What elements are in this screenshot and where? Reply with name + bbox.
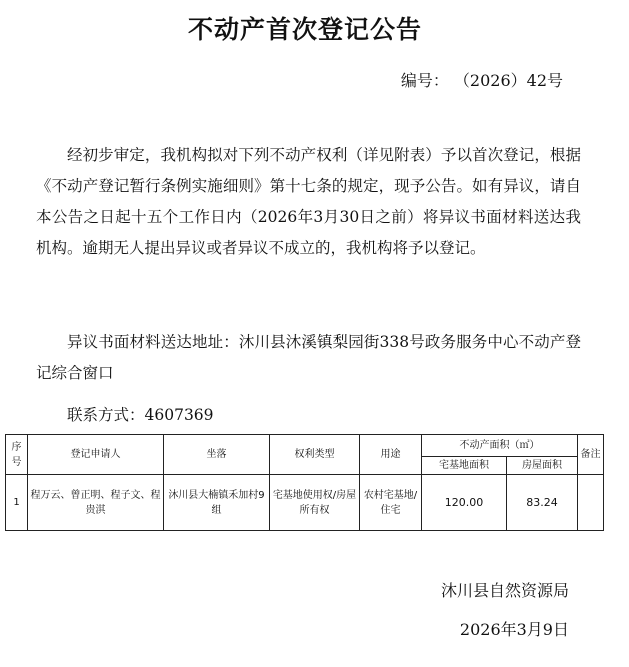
- cell-building-area: 83.24: [507, 475, 578, 531]
- cell-use: 农村宅基地/住宅: [360, 475, 422, 531]
- header-use: 用途: [360, 435, 422, 475]
- document-number: 编号： （2026）42号: [400, 71, 563, 90]
- cell-applicant: 程万云、曾正明、程子文、程贵淇: [28, 475, 164, 531]
- cell-location: 沐川县大楠镇禾加村9组: [164, 475, 270, 531]
- cell-remarks: [578, 475, 604, 531]
- header-land-area: 宅基地面积: [422, 457, 507, 475]
- notice-title: 不动产首次登记公告: [187, 15, 422, 44]
- header-location: 坐落: [164, 435, 270, 475]
- header-area-group: 不动产面积（㎡）: [422, 435, 578, 457]
- header-remarks: 备注: [578, 435, 604, 475]
- notice-paragraph-main: 经初步审定，我机构拟对下列不动产权利（详见附表）予以首次登记，根据《不动产登记暂行条例实施细则》第十七条的规定，现予公告。如有异议，请自本公告之日起十五个工作日内（2026年3月30日之前）将异议书面材料送达我机构。逾期无人提出异议或者异议不成立的，我机构将予以登记。: [36, 146, 581, 257]
- notice-paragraph-contact: 联系方式：4607369: [67, 406, 214, 424]
- issuer-name: 沐川县自然资源局: [440, 581, 569, 600]
- issue-date: 2026年3月9日: [459, 620, 569, 639]
- header-building-area: 房屋面积: [507, 457, 578, 475]
- cell-land-area: 120.00: [422, 475, 507, 531]
- cell-index: 1: [6, 475, 28, 531]
- registration-table: [5, 434, 604, 531]
- header-right-type: 权利类型: [270, 435, 360, 475]
- table-row: [6, 475, 604, 531]
- notice-paragraph-address: 异议书面材料送达地址：沐川县沐溪镇梨园街338号政务服务中心不动产登记综合窗口: [36, 333, 581, 382]
- header-index: 序号: [6, 435, 28, 475]
- cell-right-type: 宅基地使用权/房屋所有权: [270, 475, 360, 531]
- header-applicant: 登记申请人: [28, 435, 164, 475]
